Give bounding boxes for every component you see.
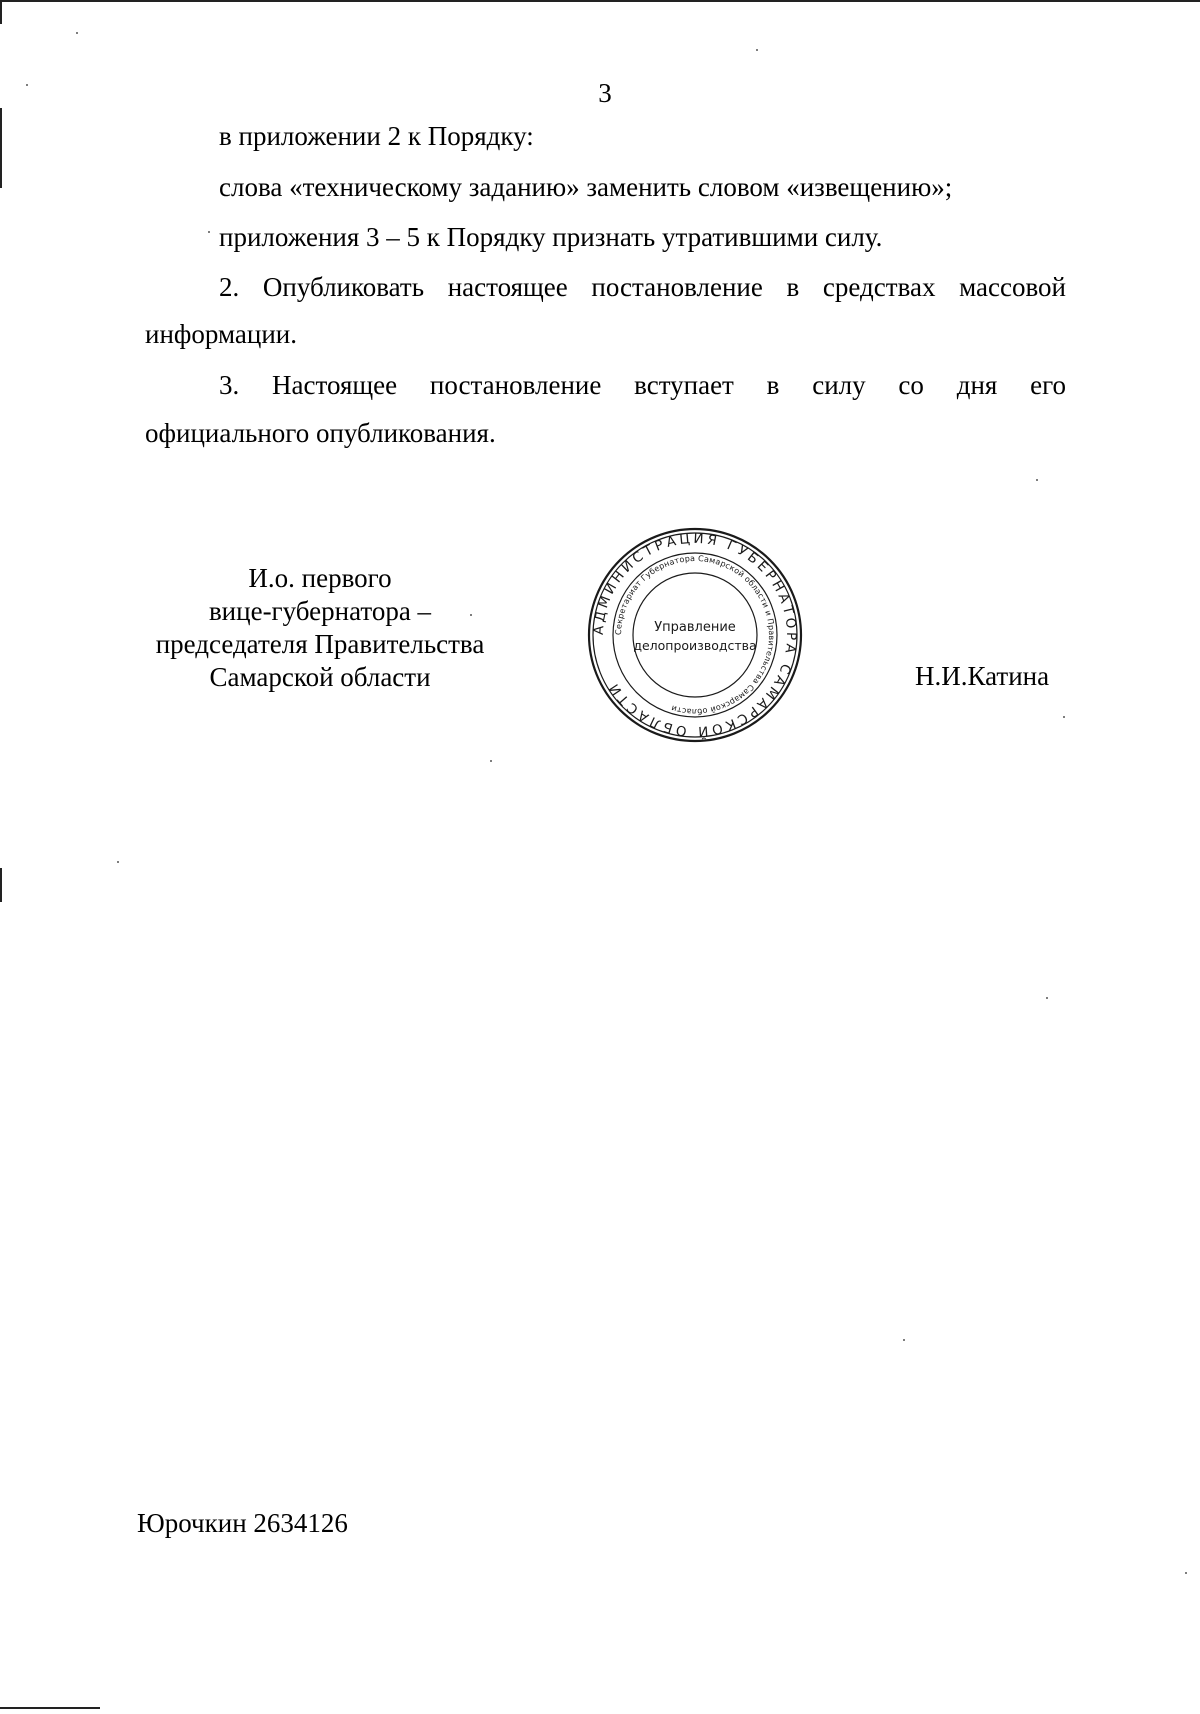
left-edge-mark-upper — [0, 108, 2, 188]
scan-speck — [903, 1339, 905, 1341]
stamp-inner-text: Секретариат Губернатора Самарской области и Правительства Самарской области — [613, 553, 777, 717]
item-3-line-2: официального опубликования. — [145, 418, 496, 448]
scan-speck — [490, 760, 492, 762]
signer-title-line-1: И.о. первого — [248, 563, 392, 593]
body-line-replace-words: слова «техническому заданию» заменить словом «извещению»; — [219, 172, 953, 202]
stamp-center-line-2: делопроизводства — [633, 638, 757, 653]
top-edge-line — [0, 0, 1200, 2]
scan-speck — [1046, 997, 1048, 999]
scan-speck — [26, 84, 28, 86]
scan-speck — [756, 49, 758, 51]
item-2-line-1: 2. Опубликовать настоящее постановление в средствах массовой — [219, 272, 1066, 302]
body-line-appendix-2: в приложении 2 к Порядку: — [219, 121, 534, 151]
official-seal-stamp — [584, 524, 806, 746]
signer-title-line-3: председателя Правительства — [155, 629, 485, 659]
item-3-line-1: 3. Настоящее постановление вступает в силу со дня его — [219, 370, 1066, 400]
signer-name: Н.И.Катина — [915, 661, 1050, 691]
scan-speck — [470, 614, 472, 616]
signer-title-line-4: Самарской области — [209, 662, 431, 692]
scan-speck — [208, 231, 210, 233]
executor-contact: Юрочкин 2634126 — [137, 1508, 348, 1538]
stamp-outer-text: АДМИНИСТРАЦИЯ ГУБЕРНАТОРА САМАРСКОЙ ОБЛАСТИ — [590, 530, 800, 740]
scan-speck — [76, 32, 78, 34]
signer-title-line-2: вице-губернатора – — [208, 596, 432, 626]
body-line-appendices-void: приложения 3 – 5 к Порядку признать утратившими силу. — [219, 222, 883, 252]
left-edge-mark-top — [0, 0, 2, 24]
stamp-center-line-1: Управление — [654, 620, 736, 635]
scan-speck — [1063, 716, 1065, 718]
left-edge-mark-middle — [0, 868, 2, 902]
scan-speck — [117, 861, 119, 863]
scan-speck — [1185, 1572, 1187, 1574]
scan-speck — [1036, 479, 1038, 481]
bottom-edge-mark — [0, 1707, 100, 1709]
signer-title — [140, 562, 500, 694]
item-2-line-2: информации. — [145, 319, 297, 349]
page-number: 3 — [598, 78, 612, 108]
